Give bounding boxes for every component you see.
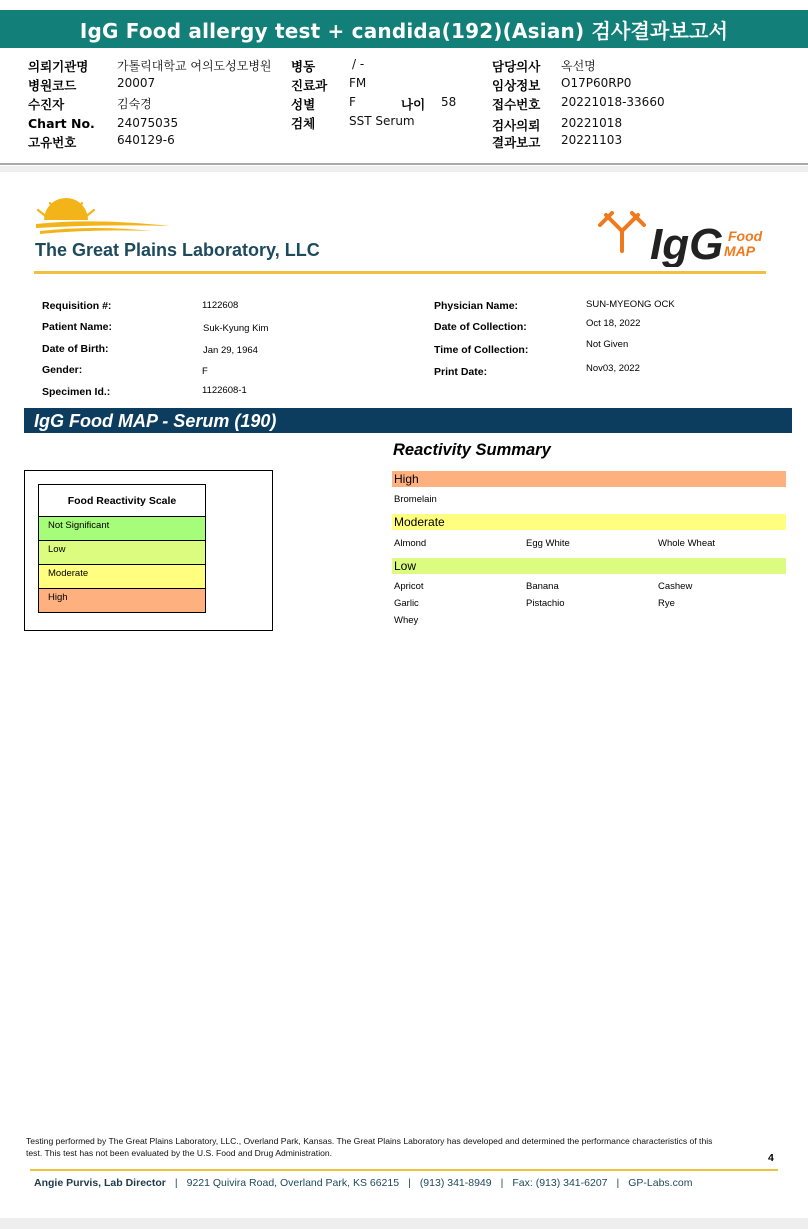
kr-label: 수진자: [28, 97, 65, 112]
kr-label: 임상정보: [492, 78, 541, 93]
level-band-high: High: [392, 471, 786, 487]
lab-name: The Great Plains Laboratory, LLC: [35, 240, 320, 260]
igg-logo-main: IgG: [650, 220, 724, 267]
level-band-moderate: Moderate: [392, 514, 786, 530]
igg-logo-map: MAP: [724, 243, 756, 259]
kr-value: 가톨릭대학교 여의도성모병원: [117, 59, 272, 73]
kr-value: 24075035: [117, 116, 179, 130]
kr-label: 담당의사: [492, 59, 541, 74]
reactivity-summary-title: Reactivity Summary: [393, 441, 551, 459]
kr-value: 640129-6: [117, 133, 175, 147]
kr-age-label: 나이: [401, 97, 426, 112]
reactivity-scale-box: [24, 470, 273, 631]
kr-label: 접수번호: [492, 97, 541, 112]
collection-time-value: Not Given: [586, 339, 629, 350]
lab-director: Angie Purvis, Lab Director: [34, 1177, 166, 1189]
kr-label: 진료과: [291, 78, 328, 93]
physician-label: Physician Name:: [434, 300, 519, 312]
page-gap: [0, 1218, 808, 1229]
specimen-label: Specimen Id.:: [42, 386, 111, 398]
kr-age-value: 58: [441, 95, 457, 109]
kr-label: 병동: [291, 59, 316, 74]
patient-name-value: Suk-Kyung Kim: [203, 323, 269, 334]
dob-value: Jan 29, 1964: [203, 345, 258, 356]
collection-date-label: Date of Collection:: [434, 321, 527, 333]
food-item: Rye: [658, 598, 675, 609]
scale-row-low: Low: [39, 541, 205, 565]
kr-value: SST Serum: [349, 114, 415, 128]
kr-value: 20221103: [561, 133, 623, 147]
food-item: Banana: [526, 581, 559, 592]
specimen-value: 1122608-1: [202, 385, 247, 396]
report-title: IgG Food allergy test + candida(192)(Asian) 검사결과보고서: [79, 18, 729, 43]
report-title-bar: [0, 10, 808, 48]
kr-value: 20221018-33660: [561, 95, 665, 109]
requisition-value: 1122608: [202, 300, 239, 311]
scale-row-moderate: Moderate: [39, 565, 205, 589]
kr-label: 검체: [291, 116, 316, 131]
kr-value: 옥선명: [561, 59, 596, 73]
kr-value: 김숙경: [117, 97, 152, 111]
level-band-low: Low: [392, 558, 786, 574]
kr-label: 결과보고: [492, 135, 541, 150]
section-title-bar: [24, 408, 792, 433]
kr-label: 고유번호: [28, 135, 77, 150]
kr-value: O17P60RP0: [561, 76, 632, 90]
gender-value: F: [202, 366, 208, 377]
page-gap: [0, 166, 808, 172]
kr-label: 병원코드: [28, 78, 77, 93]
kr-value: 20007: [117, 76, 156, 90]
sun-logo-icon: [34, 198, 174, 240]
patient-name-label: Patient Name:: [42, 321, 113, 333]
lab-phone: (913) 341-8949: [419, 1177, 492, 1189]
food-item: Whole Wheat: [658, 538, 716, 549]
food-item: Pistachio: [526, 598, 565, 609]
kr-value: / -: [352, 57, 365, 71]
footer-divider: [30, 1169, 778, 1171]
kr-value: 20221018: [561, 116, 623, 130]
lab-website[interactable]: GP-Labs.com: [628, 1177, 693, 1189]
print-date-value: Nov03, 2022: [586, 363, 640, 374]
reactivity-scale-table: [38, 484, 206, 613]
dob-label: Date of Birth:: [42, 343, 109, 355]
lab-address: 9221 Quivira Road, Overland Park, KS 66215: [186, 1177, 400, 1189]
lab-fax: Fax: (913) 341-6207: [512, 1177, 608, 1189]
page-number: 4: [768, 1152, 774, 1164]
kr-value: F: [349, 95, 356, 109]
kr-label: 성별: [291, 97, 316, 112]
collection-date-value: Oct 18, 2022: [586, 318, 641, 329]
collection-time-label: Time of Collection:: [434, 344, 529, 356]
food-item: Apricot: [394, 581, 424, 592]
food-item: Almond: [394, 538, 427, 549]
scale-row-high: High: [39, 589, 205, 612]
print-date-label: Print Date:: [434, 366, 488, 378]
requisition-label: Requisition #:: [42, 300, 112, 312]
food-item: Bromelain: [394, 494, 437, 505]
section-title: IgG Food MAP - Serum (190): [34, 411, 277, 431]
food-item: Whey: [394, 615, 419, 626]
divider: [0, 163, 808, 165]
physician-value: SUN-MYEONG OCK: [586, 299, 675, 310]
food-item: Egg White: [526, 538, 570, 549]
igg-logo-food: Food: [728, 228, 763, 244]
gold-divider: [34, 271, 766, 274]
gender-label: Gender:: [42, 364, 83, 376]
igg-food-map-logo-icon: [598, 205, 768, 267]
kr-label: 검사의뢰: [492, 118, 541, 133]
disclaimer-text: Testing performed by The Great Plains Laboratory, LLC., Overland Park, Kansas. The Great Plains Laboratory has developed and determined the performance characteristics of this test. This test has not been evaluated by the U.S. Food and Drug Administration.: [26, 1136, 713, 1158]
food-item: Garlic: [394, 598, 419, 609]
kr-value: FM: [349, 76, 367, 90]
kr-label: Chart No.: [28, 116, 95, 131]
scale-title: Food Reactivity Scale: [39, 485, 205, 517]
scale-row-not-significant: Not Significant: [39, 517, 205, 541]
footer-contact: Angie Purvis, Lab Director | 9221 Quivira Road, Overland Park, KS 66215 | (913) 341-8949 | Fax: (913) 341-6207 | GP-Labs.com: [34, 1177, 693, 1189]
food-item: Cashew: [658, 581, 693, 592]
kr-label: 의뢰기관명: [28, 59, 89, 74]
